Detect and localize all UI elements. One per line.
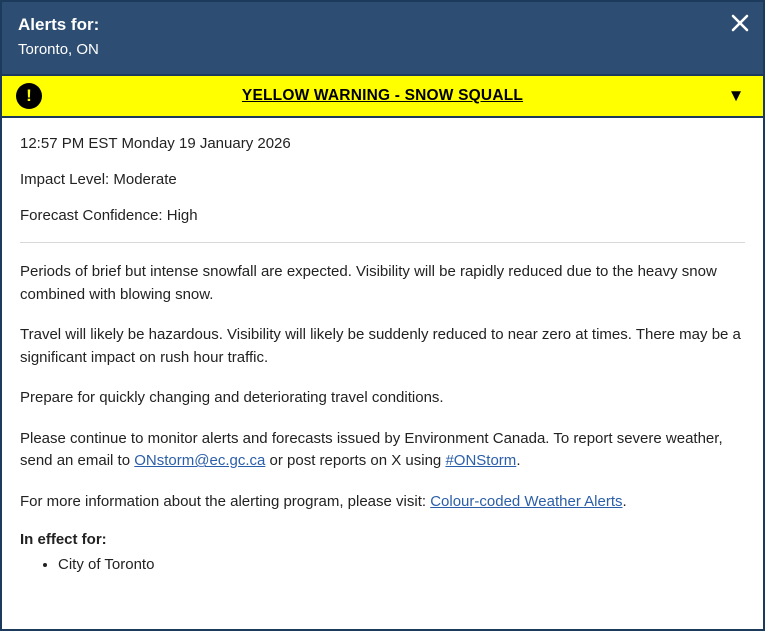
alert-paragraph-4 — [20, 428, 745, 473]
in-effect-heading: In effect for: — [20, 531, 107, 549]
in-effect-region-list — [20, 554, 745, 577]
colour-coded-alerts-link[interactable]: Colour-coded Weather Alerts — [430, 492, 623, 510]
warning-banner[interactable] — [2, 74, 763, 118]
section-divider — [20, 242, 745, 243]
alert-paragraph-4-text-middle: or post reports on X using — [265, 452, 446, 470]
storm-email-link[interactable]: ONstorm@ec.gc.ca — [134, 452, 266, 470]
warning-title[interactable]: YELLOW WARNING - SNOW SQUALL — [241, 86, 524, 104]
chevron-down-icon[interactable]: ▼ — [727, 86, 745, 105]
alert-paragraph-5 — [20, 491, 745, 514]
alert-paragraph-4-text-end: . — [516, 452, 521, 470]
storm-hashtag-link[interactable]: #ONStorm — [445, 452, 517, 470]
close-icon — [731, 14, 749, 32]
alert-paragraph-5-text-end: . — [622, 492, 627, 510]
alert-header — [2, 2, 763, 74]
alert-body — [2, 118, 763, 630]
alert-forecast-confidence: Forecast Confidence: High — [20, 207, 198, 224]
alert-exclamation-icon: ! — [16, 83, 42, 109]
list-item: • City of Toronto — [58, 554, 745, 577]
alert-paragraph-4-text-start: Please continue to monitor alerts and forecasts issued by Environment Canada. To report severe weather, send an email to — [20, 429, 723, 470]
alert-paragraph-5-text-start: For more information about the alerting program, please visit: — [20, 492, 431, 510]
alert-paragraph-1: Periods of brief but intense snowfall are expected. Visibility will be rapidly reduced due to the heavy snow combined with blowing snow. — [20, 263, 717, 303]
page-title: Alerts for: — [18, 15, 100, 34]
close-button[interactable] — [727, 10, 753, 36]
alert-location: Toronto, ON — [18, 40, 99, 58]
alert-issued-time: 12:57 PM EST Monday 19 January 2026 — [20, 134, 291, 152]
alert-paragraph-2: Travel will likely be hazardous. Visibility will likely be suddenly reduced to near zero at times. There may be a significant impact on rush hour traffic. — [20, 326, 741, 366]
alert-impact-level: Impact Level: Moderate — [20, 170, 177, 188]
alert-paragraph-3: Prepare for quickly changing and deteriorating travel conditions. — [20, 389, 444, 407]
